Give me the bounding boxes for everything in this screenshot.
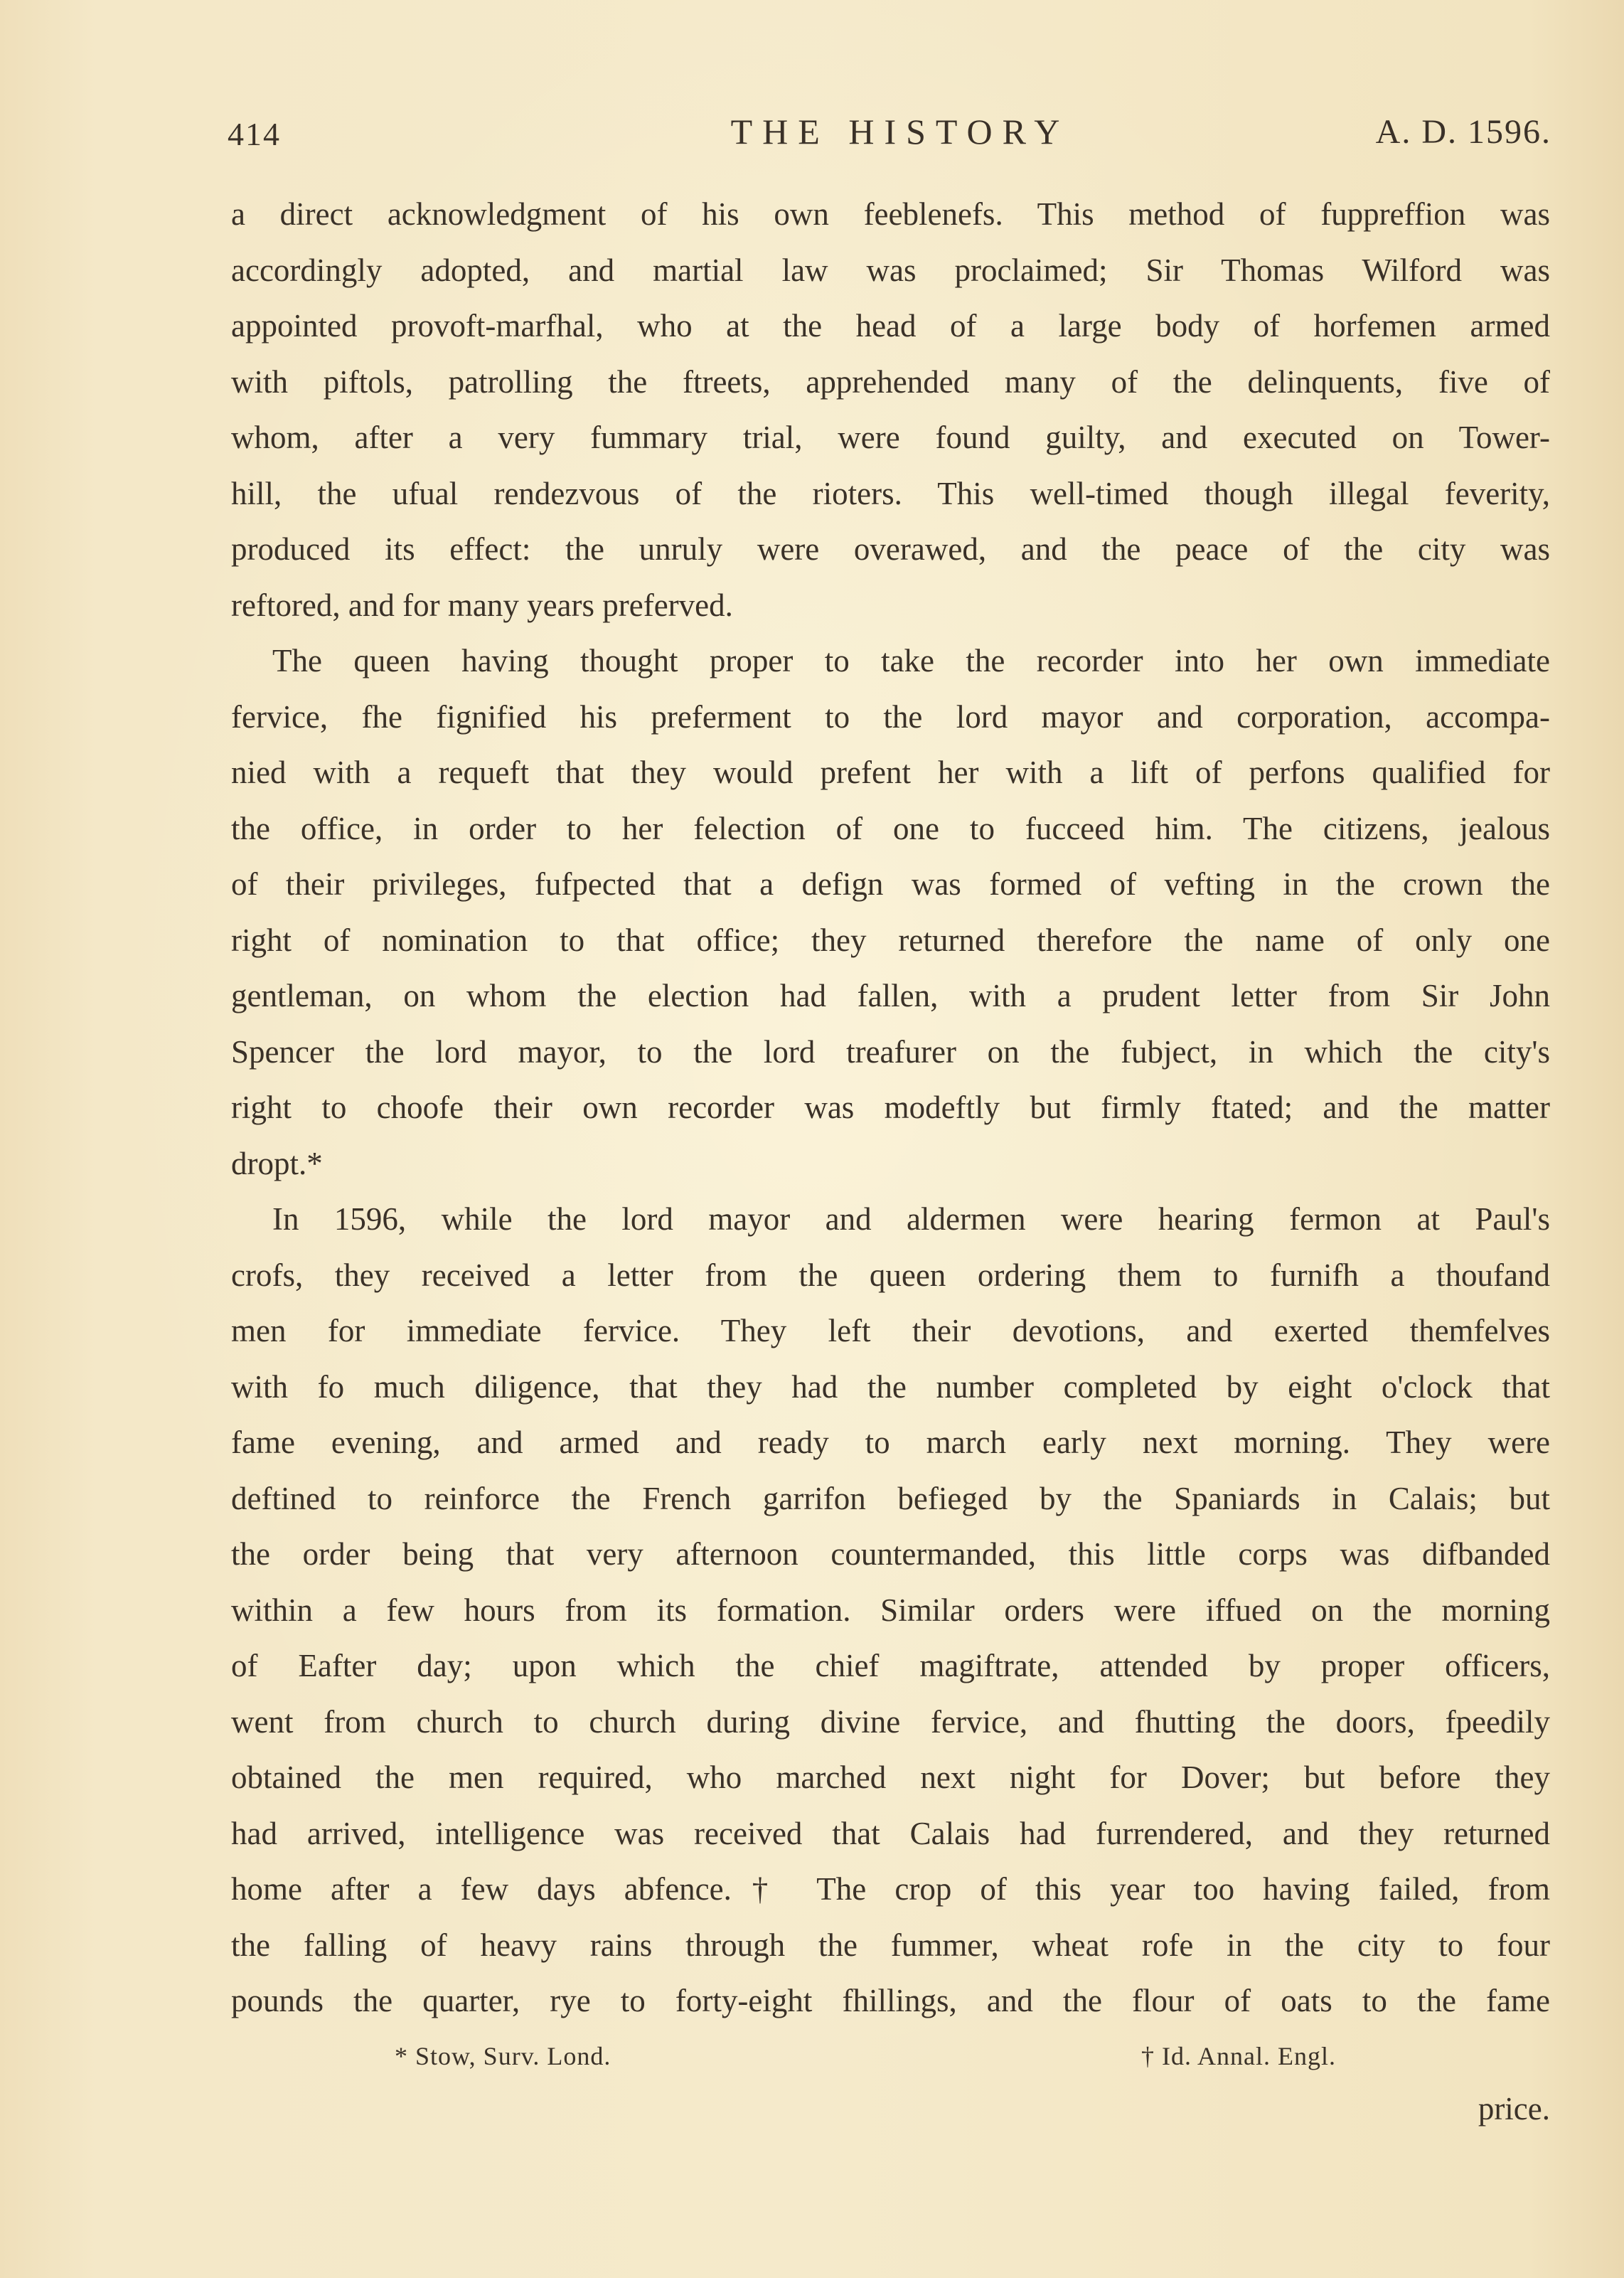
page-header bbox=[228, 107, 1551, 164]
text-line: produced its effect: the unruly were overawed, and the peace of the city was bbox=[231, 531, 1550, 567]
running-title: THE HISTORY bbox=[730, 112, 1070, 151]
footnotes bbox=[231, 2041, 1550, 2084]
text-line: obtained the men required, who marched next night for Dover; but before they bbox=[231, 1760, 1550, 1795]
text-line: appointed provoft-marfhal, who at the head of a large body of horfemen armed bbox=[231, 308, 1550, 344]
text-line: a direct acknowledgment of his own feeblenefs. This method of fuppreffion was bbox=[231, 196, 1550, 232]
catchword: price. bbox=[1478, 2091, 1550, 2127]
text-line: had arrived, intelligence was received that Calais had furrendered, and they returned bbox=[231, 1815, 1550, 1851]
text-line: Spencer the lord mayor, to the lord treafurer on the fubject, in which the city's bbox=[231, 1033, 1550, 1070]
text-line: with piftols, patrolling the ftreets, apprehended many of the delinquents, five of bbox=[231, 363, 1550, 400]
text-line: with fo much diligence, that they had the number completed by eight o'clock that bbox=[231, 1368, 1550, 1405]
text-line: The queen having thought proper to take the recorder into her own immediate bbox=[272, 643, 1550, 678]
text-line: within a few hours from its formation. Similar orders were iffued on the morning bbox=[231, 1592, 1550, 1628]
footnote-stow: * Stow, Surv. Lond. bbox=[395, 2042, 611, 2070]
text-line: home after a few days abfence.† The crop of this year too having failed, from bbox=[231, 1871, 1550, 1907]
header-year: A. D. 1596. bbox=[1375, 113, 1551, 151]
text-line: whom, after a very fummary trial, were found guilty, and executed on Tower- bbox=[231, 420, 1550, 455]
text-line: right to choofe their own recorder was modeftly but firmly ftated; and the matter bbox=[231, 1090, 1550, 1125]
text-line: right of nomination to that office; they returned therefore the name of only one bbox=[231, 922, 1550, 958]
text-line: nied with a requeft that they would prefent her with a lift of perfons qualified for bbox=[231, 755, 1550, 790]
text-line: the falling of heavy rains through the fummer, wheat rofe in the city to four bbox=[231, 1927, 1550, 1963]
text-line: fame evening, and armed and ready to march early next morning. They were bbox=[231, 1425, 1550, 1460]
text-line: In 1596, while the lord mayor and aldermen were hearing fermon at Paul's bbox=[272, 1201, 1550, 1237]
text-line: deftined to reinforce the French garrifon befieged by the Spaniards in Calais; but bbox=[231, 1480, 1550, 1516]
text-line: accordingly adopted, and martial law was proclaimed; Sir Thomas Wilford was bbox=[231, 252, 1550, 288]
text-line: reftored, and for many years preferved. bbox=[231, 587, 733, 623]
text-line: of Eafter day; upon which the chief magiftrate, attended by proper officers, bbox=[231, 1648, 1550, 1683]
text-line: pounds the quarter, rye to forty-eight fhillings, and the flour of oats to the fame bbox=[231, 1983, 1550, 2018]
text-line: dropt.* bbox=[231, 1145, 323, 1181]
page-number: 414 bbox=[228, 116, 281, 152]
text-line: of their privileges, fufpected that a defign was formed of vefting in the crown the bbox=[231, 866, 1550, 902]
footnote-annal: † Id. Annal. Engl. bbox=[1141, 2042, 1336, 2070]
text-line: hill, the ufual rendezvous of the rioters. This well-timed though illegal feverity, bbox=[231, 475, 1550, 511]
text-line: crofs, they received a letter from the queen ordering them to furnifh a thoufand bbox=[231, 1257, 1550, 1293]
text-line: men for immediate fervice. They left their devotions, and exerted themfelves bbox=[231, 1313, 1550, 1348]
text-line: went from church to church during divine fervice, and fhutting the doors, fpeedily bbox=[231, 1703, 1550, 1740]
body-text bbox=[231, 186, 1550, 2029]
text-line: fervice, fhe fignified his preferment to the lord mayor and corporation, accompa- bbox=[231, 698, 1550, 735]
text-line: gentleman, on whom the election had fallen, with a prudent letter from Sir John bbox=[231, 978, 1550, 1013]
text-line: the order being that very afternoon countermanded, this little corps was difbanded bbox=[231, 1536, 1550, 1572]
text-line: the office, in order to her felection of one to fucceed him. The citizens, jealous bbox=[231, 810, 1550, 846]
